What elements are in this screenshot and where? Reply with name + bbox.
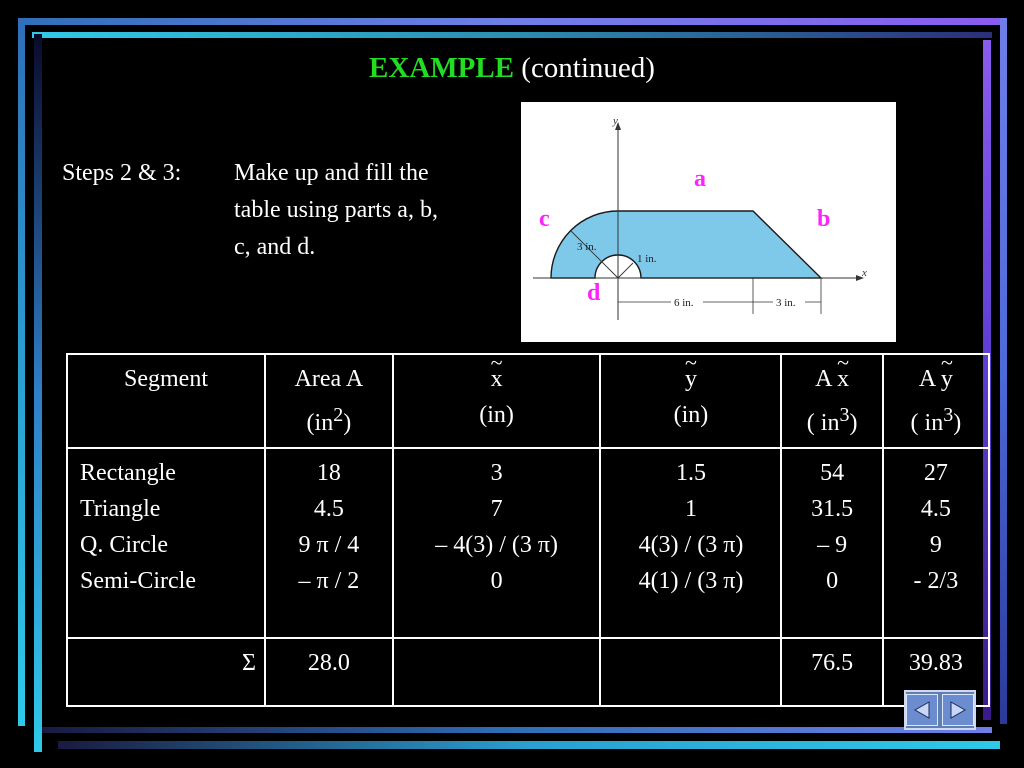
xbar-values-cell	[393, 448, 601, 638]
ay-value: - 2/3	[913, 568, 959, 594]
xbar-value: 7	[490, 496, 503, 522]
radius-big-label: 3 in.	[577, 241, 597, 253]
sum-ay: 39.83	[883, 638, 989, 706]
area-value: 18	[316, 460, 341, 486]
frame-bar-bottom-outer	[58, 741, 1000, 749]
dim-3-label: 3 in.	[776, 297, 796, 309]
ay-value: 27	[923, 460, 948, 486]
header-ax: A ~ x ( $in^3$)	[781, 354, 882, 448]
part-a-label: a	[694, 166, 706, 192]
table-header-row	[67, 354, 989, 448]
table-row	[67, 448, 989, 638]
composite-shape-figure	[521, 102, 896, 342]
radius-small-label: 1 in.	[637, 253, 657, 265]
next-slide-button[interactable]	[942, 694, 974, 726]
part-b-label: b	[817, 206, 831, 232]
xbar-value: 0	[490, 568, 503, 594]
header-ay: A ~ y ( $in^3$)	[883, 354, 989, 448]
ybar-value: 4(1) / (3 π)	[638, 568, 744, 594]
composite-shape-diagram	[521, 102, 896, 342]
ax-value: – 9	[817, 532, 848, 558]
sum-xbar-empty	[393, 638, 601, 706]
frame-bar-right-outer	[1000, 18, 1007, 724]
header-area: Area A $(in^2)$	[265, 354, 393, 448]
ybar-value: 1	[684, 496, 697, 522]
part-d-label: d	[587, 280, 601, 306]
segment-name: Semi-Circle	[80, 568, 196, 594]
segment-name: Q. Circle	[80, 532, 168, 558]
frame-bar-left-inner	[34, 34, 42, 752]
triangle-right-icon	[947, 699, 969, 721]
header-y-centroid: ~ y (in)	[600, 354, 781, 448]
sum-area: 28.0	[265, 638, 393, 706]
dim-6-label: 6 in.	[674, 297, 694, 309]
header-x-centroid: ~ x (in)	[393, 354, 601, 448]
ay-value: 4.5	[920, 496, 951, 522]
radius-small-line	[618, 263, 633, 278]
steps-line-3: c, and d.	[234, 234, 316, 260]
frame-bar-bottom-inner	[42, 727, 992, 733]
steps-line-1: Make up and fill the	[234, 160, 429, 186]
slide-navigation	[904, 690, 976, 730]
area-value: – π / 2	[298, 568, 360, 594]
ax-value: 31.5	[811, 496, 854, 522]
steps-line-2: table using parts a, b,	[234, 197, 438, 223]
ybar-value: 1.5	[675, 460, 706, 486]
sum-ax: 76.5	[781, 638, 882, 706]
frame-bar-top-inner	[32, 32, 992, 38]
xbar-value: – 4(3) / (3 π)	[435, 532, 558, 558]
area-values-cell	[265, 448, 393, 638]
previous-slide-button[interactable]	[906, 694, 938, 726]
frame-bar-left-outer	[18, 18, 25, 726]
ax-value: 54	[820, 460, 845, 486]
ybar-value: 4(3) / (3 π)	[638, 532, 744, 558]
xbar-value: 3	[490, 460, 503, 486]
ybar-values-cell	[600, 448, 781, 638]
segment-name: Rectangle	[80, 460, 176, 486]
ax-value: 0	[826, 568, 839, 594]
title-rest: (continued)	[521, 52, 655, 84]
area-value: 4.5	[313, 496, 344, 522]
ay-value: 9	[929, 532, 942, 558]
centroid-table	[66, 353, 990, 707]
frame-bar-top-outer	[18, 18, 1006, 25]
slide-title	[0, 52, 1024, 85]
ay-values-cell	[883, 448, 989, 638]
table-sum-row	[67, 638, 989, 706]
header-segment: Segment	[67, 354, 265, 448]
title-keyword: EXAMPLE	[369, 52, 515, 84]
segment-name: Triangle	[80, 496, 161, 522]
sum-symbol: Σ	[67, 638, 265, 706]
triangle-left-icon	[911, 699, 933, 721]
part-c-label: c	[539, 206, 550, 232]
x-axis-label: x	[862, 267, 867, 279]
y-axis-label: y	[613, 115, 618, 127]
segment-names-cell	[67, 448, 265, 638]
area-value: 9 π / 4	[298, 532, 360, 558]
sum-ybar-empty	[600, 638, 781, 706]
steps-label: Steps 2 & 3:	[62, 160, 182, 186]
ax-values-cell	[781, 448, 882, 638]
steps-text	[62, 155, 522, 266]
